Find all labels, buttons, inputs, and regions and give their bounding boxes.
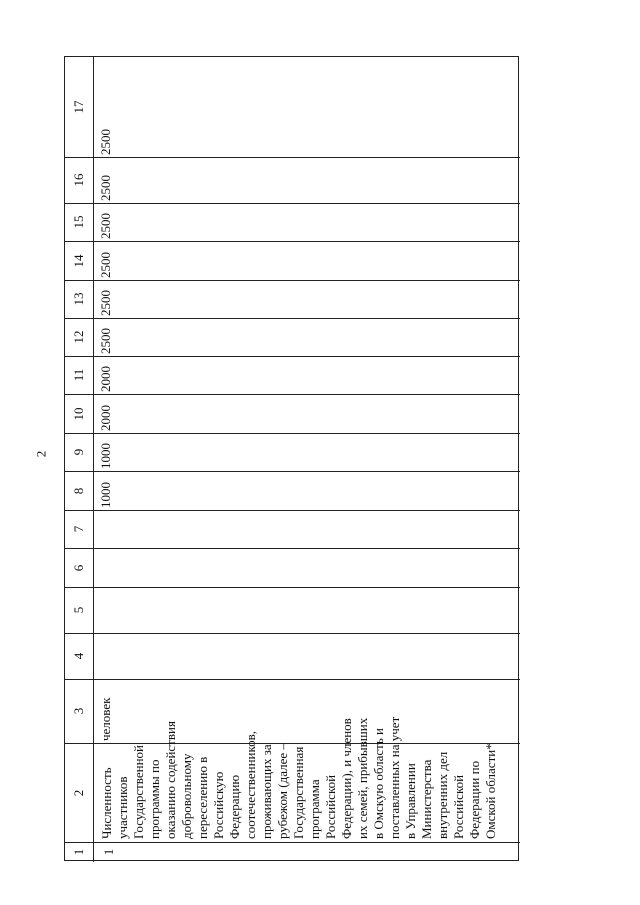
indicator-line: Министерства	[419, 759, 434, 839]
column-divider	[65, 280, 520, 281]
column-header-7: 7	[71, 525, 86, 533]
value-cell-col-13: 2500	[98, 290, 113, 316]
column-header-8: 8	[71, 487, 86, 494]
indicator-line: Государственной	[131, 744, 146, 839]
column-header-16: 16	[71, 173, 86, 187]
column-divider	[65, 356, 520, 357]
indicator-line: Федерацию	[227, 774, 242, 839]
column-header-1: 1	[71, 848, 86, 856]
column-divider	[65, 633, 520, 634]
indicator-table	[64, 56, 519, 861]
header-column-divider	[93, 57, 94, 862]
indicator-line: Российскую	[211, 771, 226, 839]
column-header-15: 15	[71, 215, 86, 229]
page-number: 2	[33, 450, 49, 458]
column-header-14: 14	[71, 254, 86, 267]
value-cell-col-9: 1000	[98, 443, 113, 469]
indicator-line: поставленных на учет	[387, 716, 402, 839]
column-header-9: 9	[71, 448, 86, 456]
indicator-line: Государственная	[291, 746, 306, 839]
indicator-line: Российской	[323, 774, 338, 839]
value-cell-col-15: 2500	[98, 213, 113, 239]
column-divider	[65, 842, 520, 843]
column-divider	[65, 241, 520, 242]
column-header-13: 13	[71, 292, 86, 306]
indicator-line: оказанию содействия	[163, 721, 178, 839]
column-divider	[65, 203, 520, 204]
value-cell-col-8: 1000	[98, 482, 113, 508]
indicator-line: соотечественников,	[243, 730, 258, 839]
column-divider	[65, 548, 520, 549]
column-header-5: 5	[71, 606, 86, 614]
column-header-10: 10	[71, 407, 86, 420]
value-cell-col-17: 2500	[98, 129, 113, 155]
indicator-line: участников	[115, 776, 130, 839]
column-divider	[65, 433, 520, 434]
value-cell-col-14: 2500	[98, 252, 113, 278]
column-header-17: 17	[71, 100, 86, 114]
indicator-line: Федерации по	[467, 760, 482, 839]
column-divider	[65, 318, 520, 319]
column-header-12: 12	[71, 330, 86, 344]
column-divider	[65, 394, 520, 395]
indicator-line: добровольному	[179, 753, 194, 839]
indicator-line: Федерации), и членов	[339, 718, 354, 839]
indicator-line: рубежом (далее –	[275, 743, 290, 839]
indicator-line: внутренних дел	[435, 751, 450, 839]
value-cell-col-12: 2500	[98, 328, 113, 354]
value-cell-col-10: 2000	[98, 405, 113, 431]
indicator-line: Численность	[99, 767, 114, 839]
indicator-description	[99, 717, 499, 839]
column-header-6: 6	[71, 564, 86, 571]
indicator-line: Российской	[451, 774, 466, 839]
indicator-line: программы по	[147, 759, 162, 839]
unit-cell: человек	[98, 697, 113, 741]
column-divider	[65, 471, 520, 472]
indicator-line: Омской области*	[483, 743, 498, 839]
column-divider	[65, 679, 520, 680]
value-cell-col-16: 2500	[98, 175, 113, 201]
indicator-line: переселению в	[195, 756, 210, 839]
column-divider	[65, 510, 520, 511]
column-header-2: 2	[71, 789, 86, 796]
column-header-3: 3	[71, 707, 86, 715]
indicator-line: программа	[307, 779, 322, 839]
indicator-line: их семей, прибывших	[355, 717, 370, 839]
value-cell-col-11: 2000	[98, 366, 113, 392]
indicator-line: проживающих за	[259, 744, 274, 839]
indicator-line: в Управлении	[403, 763, 418, 839]
column-divider	[65, 157, 520, 158]
row-number: 1	[101, 848, 116, 856]
column-divider	[65, 587, 520, 588]
column-header-4: 4	[71, 652, 86, 660]
column-header-11: 11	[71, 368, 86, 382]
indicator-line: в Омскую область и	[371, 727, 386, 839]
